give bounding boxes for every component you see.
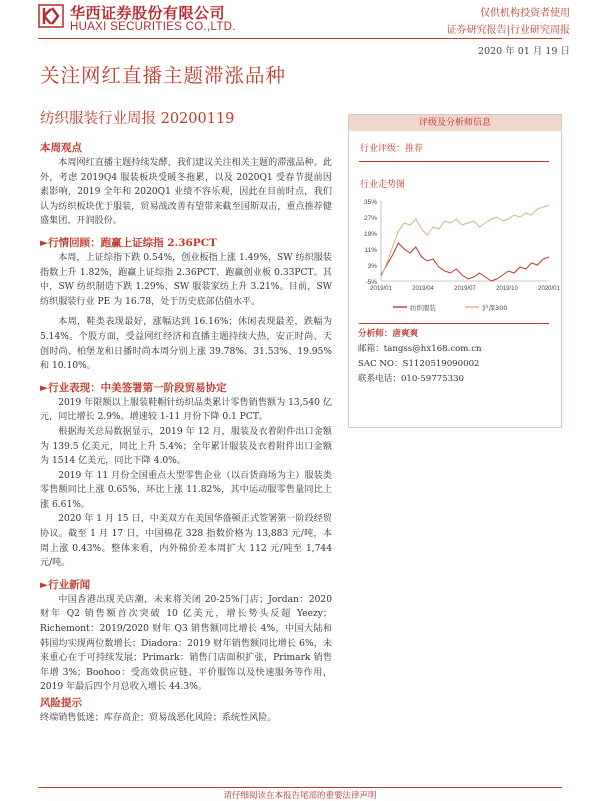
x-tick-label: 2019/01: [370, 286, 392, 292]
market-paragraph-2: 本周，鞋类表现最好，涨幅达到 16.16%；休闲表现最差，跌幅为 5.14%。个股方面，受益网红经济和直播主题持续大热，安正时尚、天创时尚、柏堡龙和日播时尚本周分别上涨 39.78%、31.53%、19.95%和 10.10%。: [40, 317, 332, 372]
panel-divider: [359, 161, 549, 162]
news-paragraph: 中国香港出现关店潮，未来将关闭 20-25%门店；Jordan：2020 财年 Q2 销售额首次突破 10 亿美元，增长势头反超 Yeezy；Richemont：2019/2020 财年 Q3 销售额同比增长 4%，中国大陆和韩国均实现两位数增长；Diadora：2019 财年销售额同比增长 6%，未来重心在于可持续发展；Primark：销售门店面积扩张，Primark 销售年增 3%；Boohoo：受高效供应链、平价服饰以及快速服务等作用，2019 年最后四个月总收入增长 44.3%。: [40, 594, 332, 693]
analyst-name: 分析师：唐爽爽: [358, 329, 419, 339]
industry-paragraph-4: 2020 年 1 月 15 日，中美双方在美国华盛顿正式签署第一阶段经贸协议。截至 1 月 17 日，中国棉花 328 指数价格为 13,883 元/吨，本周上涨 0.43%。整体来看，内外棉价差本周扩大 112 元/吨至 1,744 元/吨。: [40, 514, 332, 569]
report-type-tag: 证券研究报告|行业研究周报: [446, 25, 570, 36]
view-paragraph: 本周网红直播主题持续发酵，我们建议关注相关主题的滞涨品种。此外，考虑 2019Q4 服装板块受暖冬拖累，以及 2020Q1 受春节提前因素影响，2019 全年和 2020Q1 业绩不容乐观，因此在目前时点，我们认为纺织板块优于服装，贸易战改善有望带来截至国斯双击，重点推荐健盛集团、开润股份。: [40, 158, 332, 227]
industry-paragraph-1: 2019 年限额以上服装鞋帽针纺织品类累计零售销售额为 13,540 亿元，同比增长 2.9%。增速较 1-11 月份下降 0.1 PCT。: [40, 397, 332, 423]
y-tick-label: -5%: [365, 279, 377, 286]
report-subtitle: 纺织服装行业周报 20200119: [40, 111, 235, 127]
report-title: 关注网红直播主题滞涨品种: [40, 64, 287, 87]
x-tick-label: 2019/10: [496, 286, 518, 292]
legend-label: 沪深300: [482, 304, 508, 312]
analyst-phone: 联系电话：010-59775330: [358, 374, 465, 384]
huaxi-logo-icon: [38, 4, 64, 28]
industry-rating: 行业评级：推荐: [360, 144, 424, 154]
analyst-email: 邮箱：tangss@hx168.com.cn: [358, 344, 482, 354]
report-date: 2020 年 01 月 19 日: [478, 46, 570, 57]
industry-paragraph-2: 根据海关总局数据显示，2019 年 12 月，服装及衣着附件出口金额为 139.5 亿美元，同比上升 5.4%；全年累计服装及衣着附件出口金额为 1514 亿美元，同比下降 4.0%。: [40, 426, 332, 467]
rating-analyst-panel: [348, 114, 562, 428]
brand-name-en: HUAXI SECURITIES CO.,LTD.: [70, 21, 236, 33]
market-paragraph-1: 本周，上证综指下跌 0.54%，创业板指上涨 1.49%，SW 纺织服装指数上升 1.82%，跑赢上证综指 2.36PCT、跑赢创业板 0.33PCT。其中，SW 纺织制造下跌 1.29%、SW 服装家纺上升 3.21%。目前，SW 纺织服装行业 PE 为 16.78，处于历史底部估值水平。: [40, 252, 332, 307]
trend-chart-title: 行业走势图: [360, 180, 406, 190]
y-tick-label: 3%: [367, 263, 377, 270]
brand-name-cn: 华西证券股份有限公司: [70, 4, 226, 22]
section-heading-news: ►行业新闻: [40, 578, 91, 591]
series-line-textile: [381, 243, 549, 281]
section-heading-industry: ►行业表现：中美签署第一阶段贸易协定: [40, 381, 227, 394]
trend-chart: [353, 195, 560, 317]
audience-tag: 仅供机构投资者使用: [480, 8, 570, 19]
x-tick-label: 2020/01: [538, 286, 560, 292]
section-heading-risk: 风险提示: [40, 697, 82, 709]
y-tick-label: 35%: [363, 199, 377, 206]
industry-paragraph-3: 2019 年 11 月份全国重点大型零售企业（以百货商场为主）服装类零售额同比上涨 0.65%，环比上涨 11.82%，其中运动服零售量同比上涨 6.61%。: [40, 470, 332, 510]
y-tick-label: 27%: [363, 215, 377, 222]
y-tick-label: 19%: [363, 231, 377, 238]
section-heading-market: ►行情回顾：跑赢上证综指 2.36PCT: [40, 236, 217, 249]
panel-header: 评级及分析师信息: [349, 115, 561, 131]
section-heading-view: 本周观点: [40, 142, 82, 154]
analyst-sac: SAC NO：S1120519090002: [358, 359, 480, 369]
y-tick-label: 11%: [364, 247, 377, 254]
series-line-csi300: [381, 205, 549, 277]
footer-divider: [38, 787, 562, 788]
panel-divider: [359, 323, 549, 324]
x-tick-label: 2019/07: [454, 286, 476, 292]
main-content: [40, 140, 332, 726]
header-divider: [38, 38, 562, 39]
legend-label: 纺织服装: [410, 304, 436, 312]
x-tick-label: 2019/04: [412, 286, 434, 292]
risk-paragraph: 终端销售低迷；库存高企；贸易战恶化风险；系统性风险。: [40, 713, 277, 723]
footer-notice: 请仔细阅读在本报告尾部的重要法律声明: [223, 791, 377, 801]
